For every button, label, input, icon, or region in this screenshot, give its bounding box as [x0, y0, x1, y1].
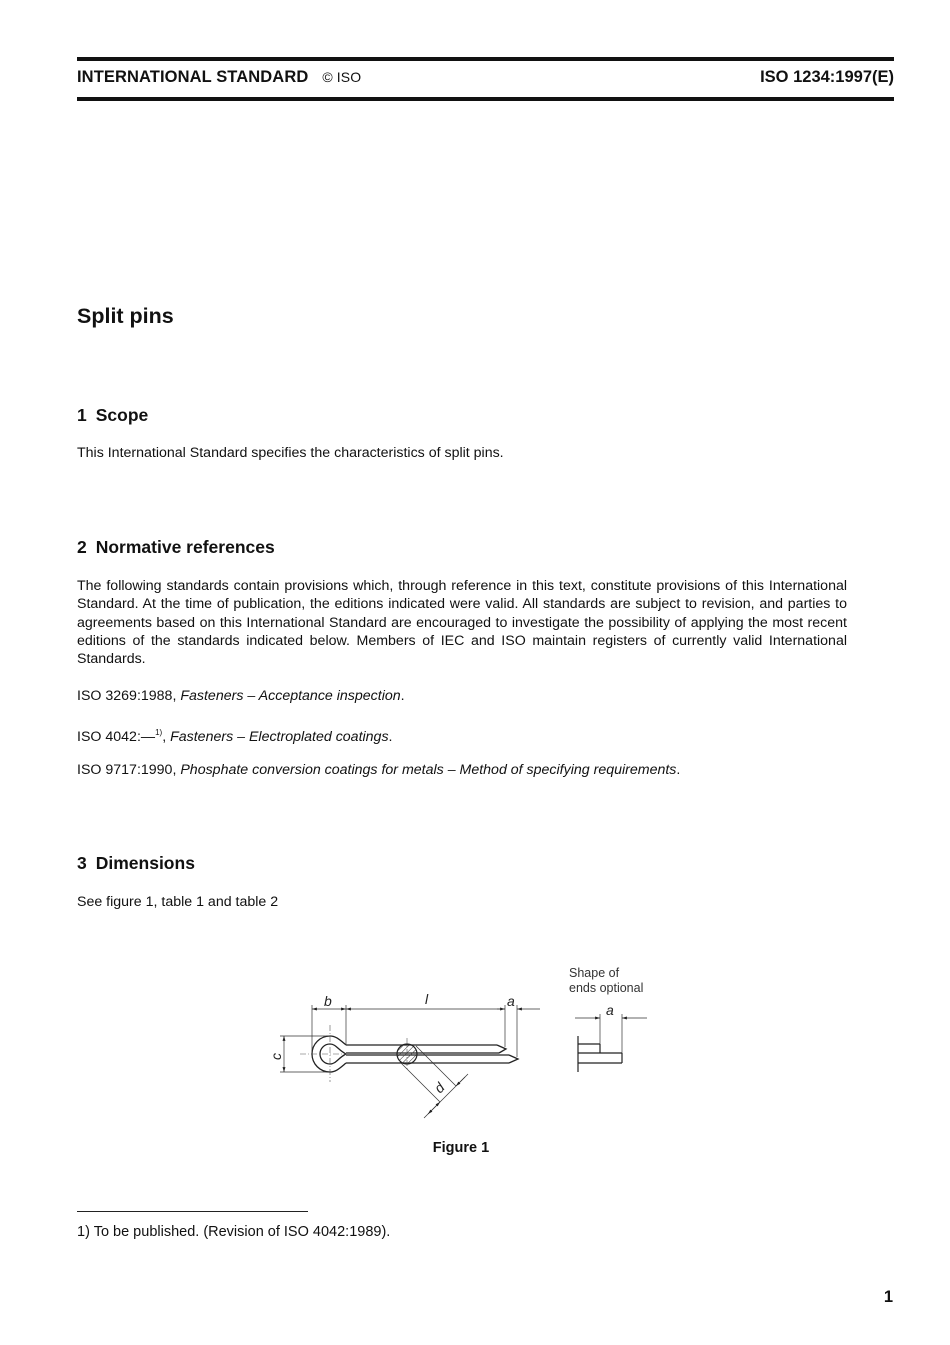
- reference-title: Fasteners – Electroplated coatings: [170, 729, 389, 745]
- label-a: a: [507, 993, 515, 1009]
- figure-note: [569, 966, 643, 996]
- label-l: l: [425, 991, 429, 1007]
- dimensions-paragraph: See figure 1, table 1 and table 2: [77, 894, 279, 910]
- section-number: 1: [77, 405, 87, 425]
- separator: ,: [172, 762, 181, 778]
- separator: ,: [162, 729, 171, 745]
- section-title: Scope: [95, 405, 149, 425]
- document-title: Split pins: [77, 304, 174, 328]
- footnote-text: To be published. (Revision of ISO 4042:1989).: [93, 1224, 391, 1240]
- separator: ,: [172, 688, 181, 704]
- footnote-marker: 1): [77, 1224, 90, 1240]
- footnote: [77, 1224, 390, 1240]
- footnote-marker[interactable]: 1): [155, 728, 163, 737]
- section-title: Dimensions: [95, 853, 195, 873]
- reference-title: Fasteners – Acceptance inspection: [180, 688, 401, 704]
- reference-title: Phosphate conversion coatings for metals – Method of specifying requirements: [180, 762, 677, 778]
- footnote-rule: [77, 1211, 308, 1212]
- label-a-detail: a: [606, 1002, 614, 1018]
- reference-id: ISO 3269:1988: [77, 688, 173, 704]
- label-b: b: [324, 993, 332, 1009]
- figure-note-line: ends optional: [569, 981, 644, 995]
- reference-id: ISO 4042:—: [77, 729, 156, 745]
- section-title: Normative references: [95, 537, 275, 557]
- scope-paragraph: This International Standard specifies the characteristics of split pins.: [77, 445, 504, 461]
- section-number: 2: [77, 537, 87, 557]
- separator: .: [400, 688, 405, 704]
- figure-caption: Figure 1: [432, 1140, 490, 1156]
- normative-references-paragraph: The following standards contain provisions which, through reference in this text, constitute provisions of this International Standard. At the time of publication, the editions indicated were valid. All standards are subject to revision, and parties to agreements based on this International Standard are encouraged to investigate the possibility of applying the most recent editions of the standards indicated below. Members of IEC and ISO maintain registers of currently valid International Standards.: [77, 578, 847, 668]
- header-title: INTERNATIONAL STANDARD: [77, 68, 309, 86]
- separator: .: [676, 762, 681, 778]
- header-document-id: ISO 1234:1997(E): [760, 68, 894, 86]
- reference-id: ISO 9717:1990: [77, 762, 173, 778]
- section-number: 3: [77, 853, 87, 873]
- end-detail-dimension: [575, 1014, 647, 1053]
- header-copyright: © ISO: [322, 69, 362, 85]
- label-d: d: [430, 1079, 448, 1097]
- page-number: 1: [883, 1288, 893, 1306]
- figure-note-line: Shape of: [569, 966, 620, 980]
- label-c: c: [268, 1053, 284, 1060]
- separator: .: [388, 729, 393, 745]
